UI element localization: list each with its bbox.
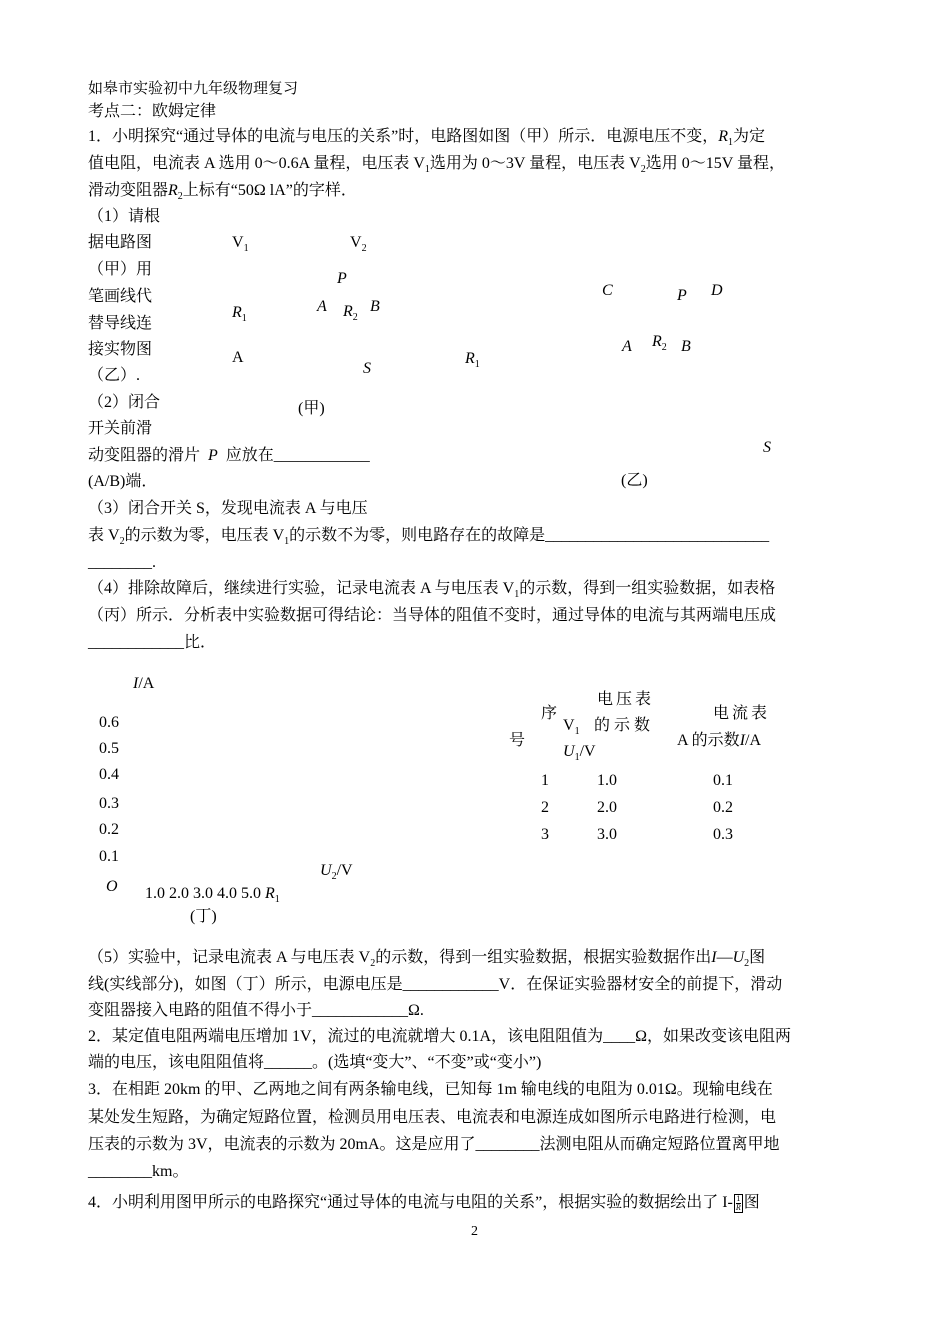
graph-ding-ytick: 0.1	[99, 848, 119, 865]
fig-yi-s-label: S	[763, 439, 771, 456]
graph-ding-ytick: 0.4	[99, 766, 119, 783]
graph-ding-ytick: 0.5	[99, 740, 119, 757]
q3-line2: 某处发生短路，为确定短路位置，检测员用电压表、电流表和电源连成如图所示电路进行检测，电	[88, 1109, 777, 1126]
table-cell-voltage: 1.0	[597, 772, 617, 789]
graph-ding-origin: O	[106, 878, 118, 895]
q1-p3-line1: （3）闭合开关 S，发现电流表 A 与电压	[88, 500, 368, 517]
header-topic: 考点二：欧姆定律	[88, 103, 217, 120]
table-header-voltage-v1: $V_1$	[563, 717, 580, 737]
table-cell-index: 3	[541, 826, 549, 843]
q1-p5-line3: 变阻器接入电路的阻值不得小于____________Ω.	[88, 1002, 424, 1019]
fig-jia-v2-label: $V_2$	[350, 234, 367, 254]
page-number: 2	[471, 1224, 478, 1239]
q1-p5-line1: （5）实验中，记录电流表 A 与电压表 $V_2$的示数，得到一组实验数据，根据实验数据作出$I—U_2$图	[88, 949, 766, 969]
fig-yi-d-label: D	[711, 282, 723, 299]
q4-line1: 4．小明利用图甲所示的电路探究“通过导体的电流与电阻的关系”，根据实验的数据绘出了 I- $\frac{1}{R}$ 图	[88, 1193, 760, 1212]
fig-jia-p-label: P	[337, 270, 347, 287]
table-header-voltage-unit: $U_1/V$	[563, 743, 596, 763]
table-cell-current: 0.1	[713, 772, 733, 789]
header-school: 如皋市实验初中九年级物理复习	[88, 81, 299, 97]
table-header-current-top: 电流表	[713, 705, 771, 722]
q1-p1-line: 笔画线代	[88, 288, 153, 305]
graph-ding-ytick: 0.6	[99, 714, 119, 731]
q1-p4-line3: ____________比．	[88, 634, 217, 651]
q3-line3: 压表的示数为 3V，电流表的示数为 20mA。这是应用了________法测电阻从而确定短路位置离甲地	[88, 1136, 780, 1153]
fig-yi-b-label: B	[681, 338, 691, 355]
q1-p5-line2: 线(实线部分)，如图（丁）所示，电源电压是____________V．在保证实验器材安全的前提下，滑动	[88, 976, 783, 993]
table-cell-index: 1	[541, 772, 549, 789]
table-cell-current: 0.2	[713, 799, 733, 816]
table-cell-voltage: 3.0	[597, 826, 617, 843]
q1-p1-line: （1）请根	[88, 208, 161, 225]
fig-jia-r1-label: $R_1$	[232, 304, 247, 324]
q1-p4-line1: （4）排除故障后，继续进行实验，记录电流表 A 与电压表 $V_1$的示数，得到一组实验数据，如表格	[88, 580, 776, 600]
fig-jia-r2-label: $R_2$	[343, 303, 358, 323]
fig-jia-v1-label: $V_1$	[232, 234, 249, 254]
q1-p3-line3: ________.	[88, 554, 156, 571]
q1-line3: 滑动变阻器$R_2$上标有“50Ω lA”的字样．	[88, 182, 357, 202]
fig-yi-c-label: C	[602, 282, 613, 299]
q1-p2-line3: 动变阻器的滑片 P 应放在____________	[88, 447, 370, 464]
fig-yi-caption: (乙)	[621, 472, 648, 489]
fig-jia-ammeter-label: A	[232, 349, 244, 366]
q1-line2: 值电阻，电流表 A 选用 0～0.6A 量程，电压表 $V_1$选用为 0～3V 量程，电压表 $V_2$选用 0～15V 量程，	[88, 155, 786, 175]
graph-ding-ytick: 0.3	[99, 795, 119, 812]
q1-p4-line2: （丙）所示．分析表中实验数据可得结论：当导体的阻值不变时，通过导体的电流与其两端电压成	[88, 607, 777, 624]
q1-p1-line: 接实物图	[88, 341, 153, 358]
q1-p1-line: （乙）.	[88, 367, 141, 384]
table-header-hao: 号	[509, 732, 526, 749]
fig-jia-b-label: B	[370, 298, 380, 315]
graph-ding-xlabel: $U_2/V$	[320, 862, 353, 882]
graph-ding-xticks: 1.0 2.0 3.0 4.0 5.0 $R_1$	[145, 885, 280, 905]
table-header-current-bottom: A 的示数I/A	[677, 732, 762, 749]
q2-line2: 端的电压，该电阻阻值将______。(选填“变大”、“不变”或“变小”)	[88, 1054, 542, 1071]
table-cell-index: 2	[541, 799, 549, 816]
q1-p1-line: （甲）用	[88, 261, 153, 278]
graph-ding-ylabel: I/A	[133, 675, 155, 692]
fig-yi-r1-label: $R_1$	[465, 350, 480, 370]
q1-p2-line: 开关前滑	[88, 420, 153, 437]
table-header-voltage-top: 电压表	[597, 691, 655, 708]
fig-yi-r2-label: $R_2$	[652, 333, 667, 353]
table-cell-voltage: 2.0	[597, 799, 617, 816]
q1-line1: 1．小明探究“通过导体的电流与电压的关系”时，电路图如图（甲）所示．电源电压不变，$R_1$为定	[88, 128, 766, 148]
fig-jia-s-label: S	[363, 360, 371, 377]
q3-line1: 3．在相距 20km 的甲、乙两地之间有两条输电线，已知每 1m 输电线的电阻为 0.01Ω。现输电线在	[88, 1081, 773, 1098]
q1-p1-line: 替导线连	[88, 315, 153, 332]
table-header-xu: 序	[541, 705, 558, 722]
graph-ding-ytick: 0.2	[99, 821, 119, 838]
q3-line4: ________km。	[88, 1163, 189, 1180]
table-cell-current: 0.3	[713, 826, 733, 843]
table-header-voltage-mid: 的示数	[594, 717, 655, 734]
fraction-1-over-r: $\frac{1}{R}$	[735, 1193, 741, 1212]
q2-line1: 2．某定值电阻两端电压增加 1V，流过的电流就增大 0.1A，该电阻阻值为____Ω，如果改变该电阻两	[88, 1028, 792, 1045]
q1-p3-line2: 表 $V_2$的示数为零，电压表 $V_1$的示数不为零，则电路存在的故障是____________________________	[88, 527, 770, 547]
graph-ding-caption: (丁)	[190, 908, 217, 925]
fig-yi-a-label: A	[622, 338, 632, 355]
fig-jia-caption: (甲)	[298, 400, 325, 417]
fig-yi-p-label: P	[677, 287, 687, 304]
fig-jia-a-label: A	[317, 298, 327, 315]
q1-p1-line: 据电路图	[88, 234, 153, 251]
q1-p2-line: （2）闭合	[88, 394, 161, 411]
q1-p2-line4: (A/B)端．	[88, 473, 158, 490]
